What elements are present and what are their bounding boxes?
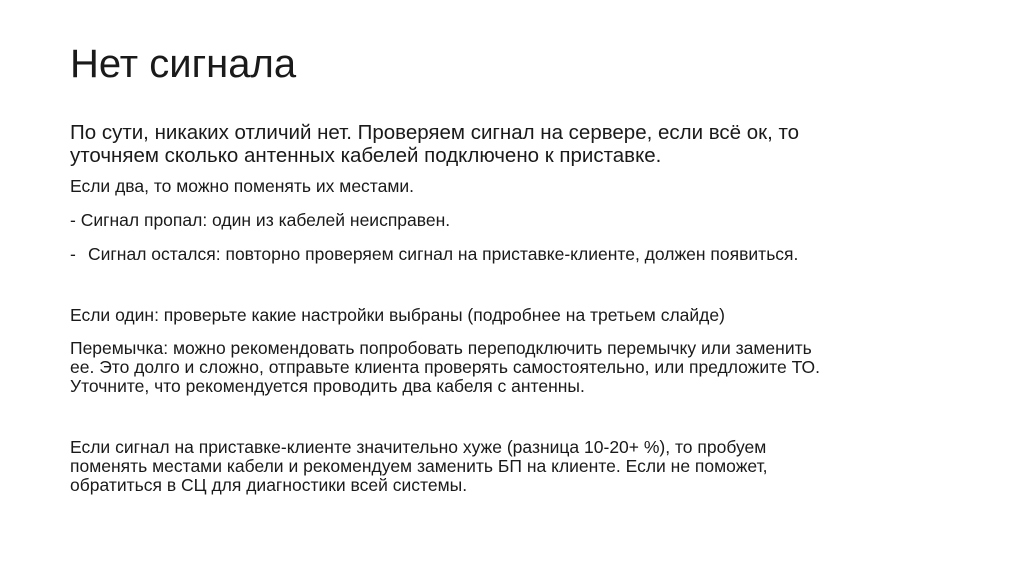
dash-marker: - (70, 244, 76, 264)
bullet-signal-remained (70, 245, 950, 264)
jumper-line: ее. Это долго и сложно, отправьте клиента проверять самостоятельно, или предложите ТО. (70, 357, 820, 377)
jumper-line: Уточните, что рекомендуется проводить два кабеля с антенны. (70, 376, 585, 396)
intro-line: уточняем сколько антенных кабелей подключено к приставке. (70, 144, 662, 167)
intro-line: По сути, никаких отличий нет. Проверяем сигнал на сервере, если всё ок, то (70, 121, 800, 144)
bullet-cable-faulty (70, 211, 950, 230)
weak-signal-paragraph (70, 438, 950, 495)
bullet-text: Сигнал остался: повторно проверяем сигнал на приставке-клиенте, должен появиться. (88, 244, 799, 264)
slide-body (70, 121, 950, 495)
weak-signal-line: поменять местами кабели и рекомендуем заменить БП на клиенте. Если не поможет, (70, 456, 768, 476)
jumper-line: Перемычка: можно рекомендовать попробовать переподключить перемычку или заменить (70, 338, 812, 358)
weak-signal-line: обратиться в СЦ для диагностики всей системы. (70, 475, 468, 495)
bullet-text: Сигнал пропал: один из кабелей неисправен. (80, 210, 451, 230)
one-cable-paragraph: Если один: проверьте какие настройки выбраны (подробнее на третьем слайде) (70, 305, 725, 325)
slide-title: Нет сигнала (70, 42, 297, 86)
weak-signal-line: Если сигнал на приставке-клиенте значительно хуже (разница 10-20+ %), то пробуем (70, 437, 767, 457)
dash-marker: - (70, 210, 76, 230)
intro-paragraph (70, 121, 950, 167)
jumper-paragraph (70, 339, 950, 396)
two-cables-paragraph: Если два, то можно поменять их местами. (70, 176, 415, 196)
